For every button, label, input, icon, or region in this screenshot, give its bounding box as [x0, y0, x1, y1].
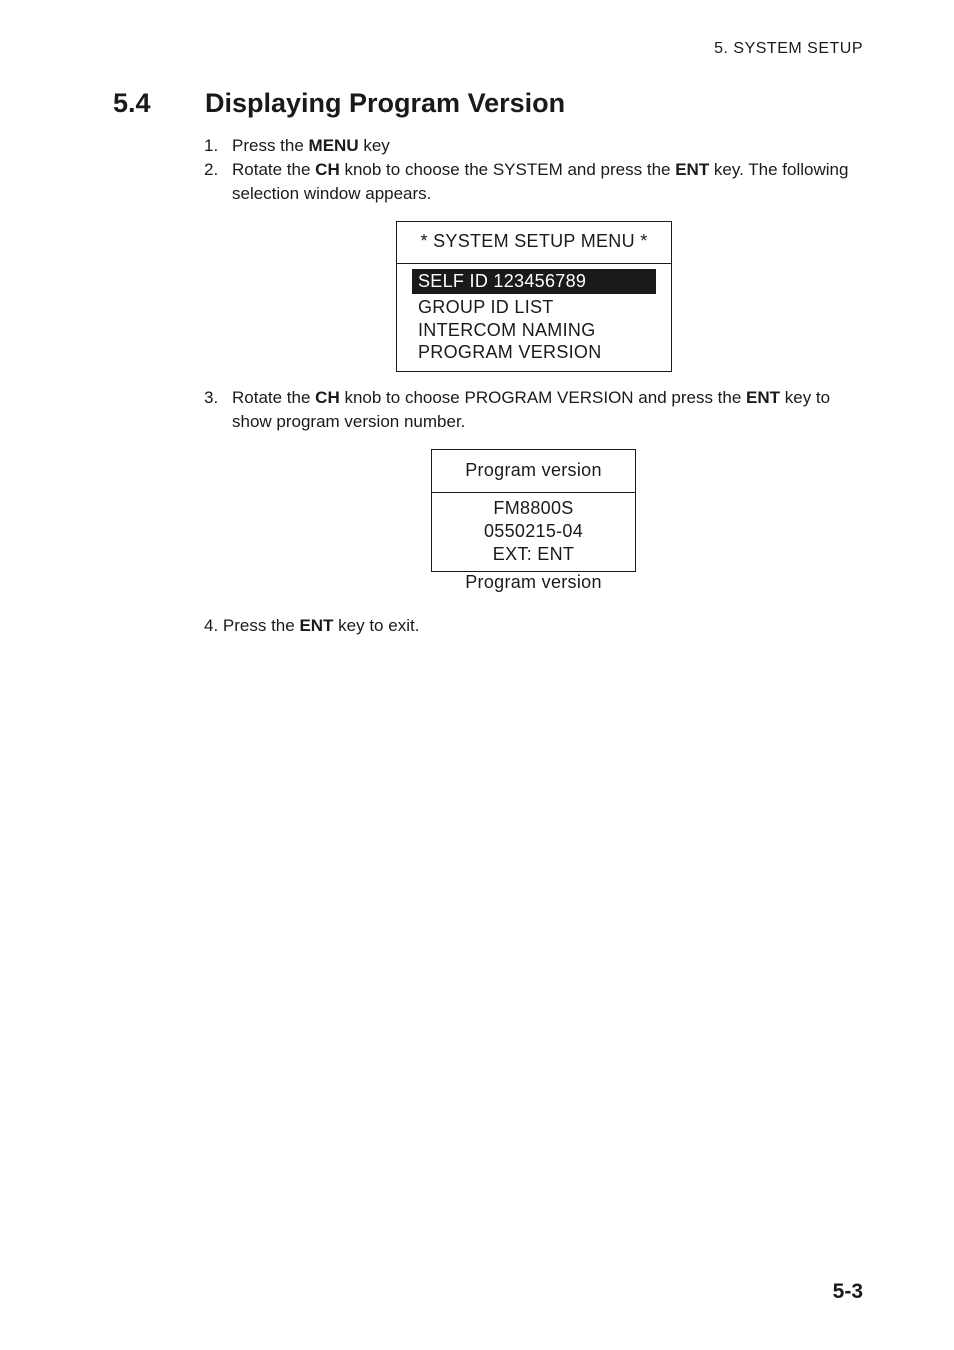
menu-item-group-id-list: GROUP ID LIST	[418, 297, 554, 317]
key-name: MENU	[308, 136, 359, 155]
step-2	[204, 158, 864, 206]
program-version-window	[431, 449, 636, 572]
step-text-part: key to exit.	[333, 616, 420, 635]
page-number: 5-3	[832, 1280, 863, 1303]
version-body	[432, 493, 635, 566]
step-text	[232, 158, 864, 206]
version-exit-hint: EXT: ENT	[492, 544, 575, 564]
running-header: 5. SYSTEM SETUP	[714, 40, 863, 57]
step-number: 1.	[204, 136, 219, 155]
step-text-part: knob to choose PROGRAM VERSION and press the	[339, 388, 747, 407]
step-text-part: Rotate the	[232, 160, 316, 179]
key-name: ENT	[675, 160, 710, 179]
system-setup-menu-window	[396, 221, 672, 372]
section-number: 5.4	[113, 88, 151, 118]
menu-item-self-id: SELF ID 123456789	[412, 269, 656, 294]
step-1	[204, 134, 864, 158]
step-text	[232, 386, 864, 434]
step-3	[204, 386, 864, 434]
step-text-part: 4. Press the	[204, 616, 300, 635]
step-text-part: knob to choose the SYSTEM and press the	[339, 160, 676, 179]
version-title: Program version	[432, 450, 635, 493]
section-heading	[113, 88, 565, 119]
step-4	[204, 614, 419, 638]
section-title: Displaying Program Version	[205, 88, 566, 118]
key-name: ENT	[746, 388, 781, 407]
key-name: CH	[315, 160, 340, 179]
step-text-part: Rotate the	[232, 388, 316, 407]
menu-item-program-version: PROGRAM VERSION	[418, 342, 602, 362]
menu-title: * SYSTEM SETUP MENU *	[397, 222, 671, 264]
key-name: ENT	[299, 616, 334, 635]
step-text-part: key	[358, 136, 390, 155]
menu-item-intercom-naming: INTERCOM NAMING	[418, 319, 596, 340]
step-text-part: key to show program version number.	[232, 388, 831, 431]
step-text	[232, 134, 864, 158]
step-text-part: Press the	[232, 136, 309, 155]
step-text-part: key. The following selection window appears.	[232, 160, 849, 203]
figure-caption: Program version	[465, 572, 602, 592]
version-model: FM8800S	[493, 498, 574, 518]
step-number: 3.	[204, 388, 219, 407]
version-number: 0550215-04	[483, 521, 584, 541]
key-name: CH	[315, 388, 340, 407]
step-number: 2.	[204, 160, 219, 179]
menu-list	[397, 264, 671, 363]
